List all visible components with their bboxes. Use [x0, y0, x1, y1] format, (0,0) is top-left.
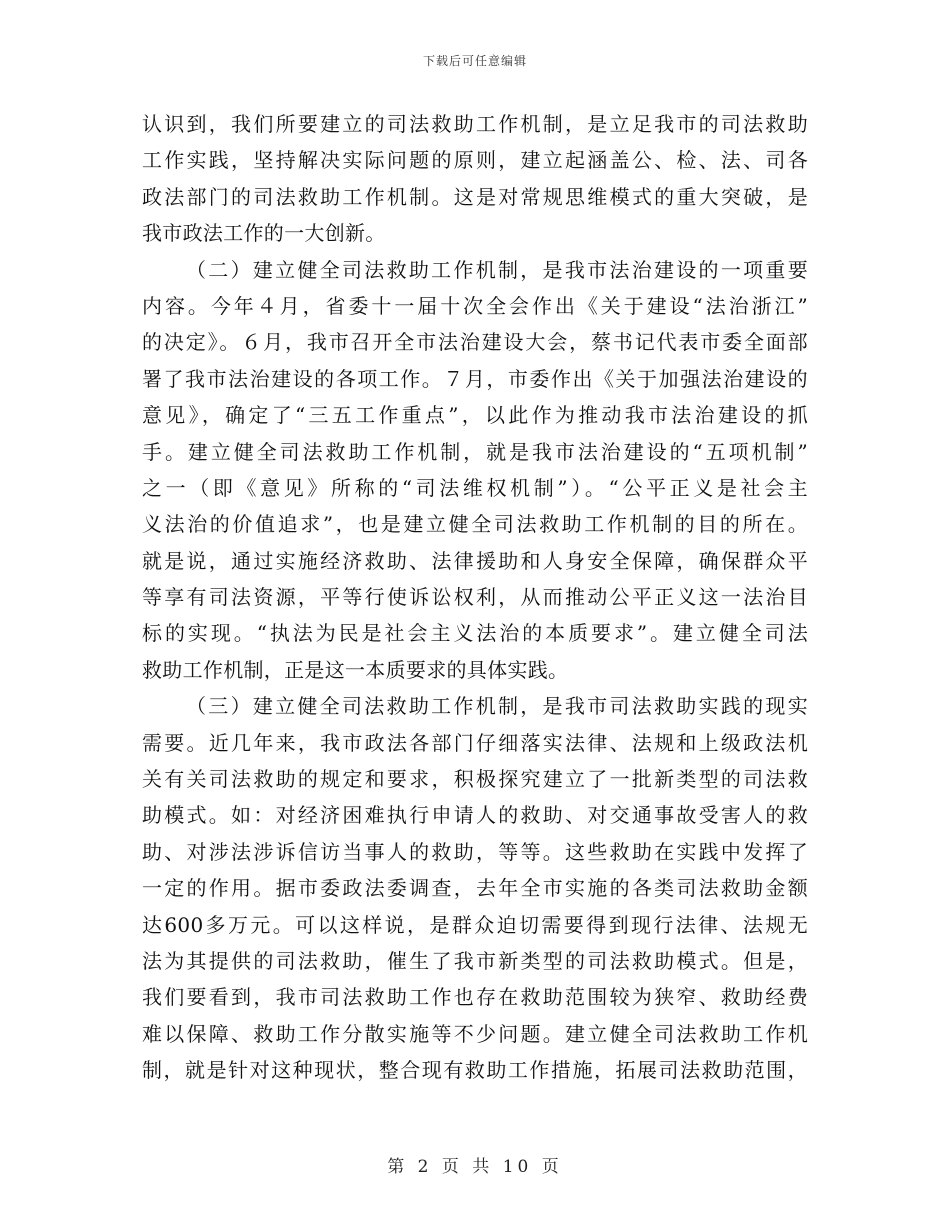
text-line: 内容。今年４月，省委十一届十次全会作出《关于建设“法治浙江” [142, 293, 808, 318]
text-line: 政法部门的司法救助工作机制。这是对常规思维模式的重大突破，是 [142, 184, 808, 209]
text-line: 救助工作机制，正是这一本质要求的具体实践。 [142, 657, 569, 682]
text-line: 认识到，我们所要建立的司法救助工作机制，是立足我市的司法救助 [142, 112, 808, 136]
text-line: 助、对涉法涉诉信访当事人的救助，等等。这些救助在实践中发挥了 [142, 839, 808, 864]
text-line: 就是说，通过实施经济救助、法律援助和人身安全保障，确保群众平 [142, 548, 808, 573]
text-line: 署了我市法治建设的各项工作。７月，市委作出《关于加强法治建设的 [142, 366, 808, 391]
page-header: 下载后可任意编辑 [422, 54, 527, 68]
text-line: 等享有司法资源，平等行使诉讼权利，从而推动公平正义这一法治目 [142, 585, 808, 610]
text-line: 达600多万元。可以这样说，是群众迫切需要得到现行法律、法规无 [142, 912, 808, 937]
text-line: 的决定》。６月，我市召开全市法治建设大会，蔡书记代表市委全面部 [142, 330, 808, 355]
text-line: 我们要看到，我市司法救助工作也存在救助范围较为狭窄、救助经费 [142, 985, 808, 1010]
text-line: 需要。近几年来，我市政法各部门仔细落实法律、法规和上级政法机 [142, 730, 808, 755]
text-line: 手。建立健全司法救助工作机制，就是我市法治建设的“五项机制” [142, 439, 808, 464]
text-line: 意见》，确定了“三五工作重点”，以此作为推动我市法治建设的抓 [142, 403, 808, 428]
paragraph-start-line: （二）建立健全司法救助工作机制，是我市法治建设的一项重要 [186, 257, 808, 282]
text-line: 我市政法工作的一大创新。 [142, 221, 386, 246]
page-number-footer: 第 2 页 共 10 页 [387, 1157, 563, 1177]
text-line: 工作实践，坚持解决实际问题的原则，建立起涵盖公、检、法、司各 [142, 148, 808, 173]
text-line: 助模式。如：对经济困难执行申请人的救助、对交通事故受害人的救 [142, 803, 808, 828]
text-line: 法为其提供的司法救助，催生了我市新类型的司法救助模式。但是， [142, 948, 808, 973]
text-line: 之一（即《意见》所称的“司法维权机制”）。“公平正义是社会主 [142, 475, 808, 500]
text-line: 义法治的价值追求”，也是建立健全司法救助工作机制的目的所在。 [142, 512, 808, 537]
text-line: 难以保障、救助工作分散实施等不少问题。建立健全司法救助工作机 [142, 1021, 808, 1046]
text-line: 关有关司法救助的规定和要求，积极探究建立了一批新类型的司法救 [142, 767, 808, 792]
text-line: 标的实现。“执法为民是社会主义法治的本质要求”。建立健全司法 [142, 621, 808, 646]
paragraph-start-line: （三）建立健全司法救助工作机制，是我市司法救助实践的现实 [186, 694, 808, 719]
text-line: 一定的作用。据市委政法委调查，去年全市实施的各类司法救助金额 [142, 876, 808, 901]
document-body [142, 106, 808, 1089]
text-line: 制，就是针对这种现状，整合现有救助工作措施，拓展司法救助范围， [142, 1058, 808, 1083]
